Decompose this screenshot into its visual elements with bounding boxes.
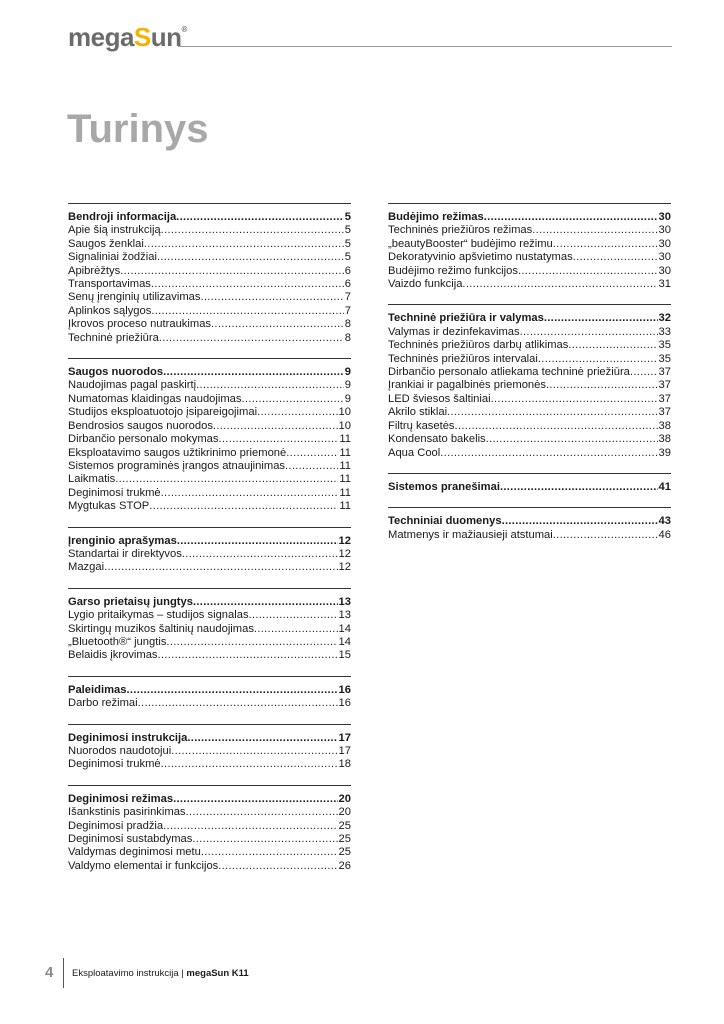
dot-leader (455, 420, 658, 433)
toc-page-number: 30 (658, 264, 671, 277)
toc-page-number: 7 (344, 304, 351, 317)
toc-page-number: 12 (338, 547, 351, 560)
toc-section (68, 203, 351, 345)
toc-entry[interactable] (68, 860, 351, 873)
toc-entry-label: Sistemos pranešimai (388, 480, 500, 493)
toc-entry-label: Budėjimo režimo funkcijos (388, 264, 518, 277)
toc-section (388, 507, 671, 542)
dot-leader (151, 305, 343, 318)
megasun-logo: megaSun® (68, 22, 187, 52)
toc-page-number: 37 (658, 366, 671, 379)
dot-leader (538, 353, 658, 366)
toc-entry[interactable] (68, 833, 351, 846)
toc-entry-label: Aqua Cool (388, 446, 441, 459)
dot-leader (151, 278, 344, 291)
toc-entry-label: Techninės priežiūros darbų atlikimas (388, 339, 569, 352)
toc-entry[interactable] (68, 332, 351, 345)
dot-leader (211, 318, 344, 331)
toc-entry-label: Apibrėžtys (68, 264, 121, 277)
toc-entry-label: Laikmatis (68, 473, 116, 486)
toc-entry[interactable] (388, 251, 671, 264)
toc-page-number: 6 (344, 278, 351, 291)
dot-leader (532, 224, 657, 237)
dot-leader (196, 379, 344, 392)
toc-section-heading[interactable] (388, 211, 671, 224)
toc-page-number: 11 (339, 500, 351, 513)
toc-entry-label: Vaizdo funkcija (388, 278, 463, 291)
dot-leader (286, 447, 338, 460)
toc-entry[interactable] (68, 846, 351, 859)
dot-leader (171, 745, 337, 758)
toc-page-number: 5 (344, 211, 351, 223)
toc-entry-label: Budėjimo režimas (388, 211, 484, 223)
toc-page-number: 43 (658, 515, 671, 528)
toc-entry-label: Eksploatavimo saugos užtikrinimo priemonė (68, 446, 287, 459)
toc-entry-label: Standartai ir direktyvos (68, 547, 182, 560)
dot-leader (249, 609, 338, 622)
toc-entry[interactable] (68, 251, 351, 264)
dot-leader (187, 732, 337, 745)
dot-leader (159, 332, 344, 345)
toc-page-number: 16 (338, 697, 351, 710)
toc-entry-label: Deginimosi instrukcija (68, 731, 188, 744)
dot-leader (161, 487, 339, 500)
toc-entry[interactable] (388, 447, 671, 460)
toc-entry-label: Techninės priežiūros intervalai (388, 352, 538, 365)
toc-entry[interactable] (68, 224, 351, 237)
dot-leader (177, 535, 338, 548)
toc-page-number: 11 (339, 459, 351, 472)
toc-entry[interactable] (68, 500, 351, 513)
toc-entry-label: Deginimosi režimas (68, 792, 174, 805)
toc-entry-label: Darbo režimai (68, 697, 138, 710)
toc-entry[interactable] (68, 745, 351, 758)
toc-page-number: 14 (338, 622, 351, 635)
toc-entry-label: Akrilo stiklai (388, 406, 448, 419)
toc-section (388, 473, 671, 494)
toc-entry-label: Įkrovos proceso nutraukimas (68, 318, 212, 331)
toc-entry[interactable] (388, 366, 671, 379)
toc-entry-label: Deginimosi pradžia (68, 819, 164, 832)
toc-page-number: 35 (658, 339, 671, 352)
dot-leader (193, 596, 338, 609)
dot-leader (491, 393, 658, 406)
toc-entry-label: Belaidis įkrovimas (68, 649, 158, 662)
toc-section-heading[interactable] (68, 793, 351, 806)
toc-page-number: 9 (344, 392, 351, 405)
toc-section-heading[interactable] (68, 684, 351, 697)
dot-leader (115, 473, 338, 486)
dot-leader (166, 636, 337, 649)
toc-entry[interactable] (388, 420, 671, 433)
toc-page-number: 11 (339, 446, 351, 459)
toc-entry[interactable] (68, 406, 351, 419)
dot-leader (568, 339, 657, 352)
toc-entry-label: LED šviesos šaltiniai (388, 392, 491, 405)
dot-leader (120, 265, 344, 278)
toc-entry[interactable] (68, 636, 351, 649)
dot-leader (213, 420, 338, 433)
toc-entry-label: „beautyBooster“ budėjimo režimu (388, 237, 553, 250)
toc-page-number: 25 (338, 833, 351, 846)
toc-page-number: 15 (338, 649, 351, 662)
toc-entry[interactable] (388, 353, 671, 366)
dot-leader (546, 379, 658, 392)
toc-entry-label: Saugos nuorodos (68, 366, 164, 379)
toc-entry[interactable] (68, 318, 351, 331)
toc-entry[interactable] (68, 806, 351, 819)
toc-entry-label: Techniniai duomenys (388, 515, 502, 528)
toc-page-number: 11 (339, 433, 351, 446)
toc-page-number: 41 (658, 480, 671, 493)
toc-entry-label: Studijos eksploatuotojo įsipareigojimai (68, 406, 258, 419)
toc-page-number: 5 (344, 224, 351, 237)
toc-entry[interactable] (68, 447, 351, 460)
footer-text: Eksploatavimo instrukcija | megaSun K11 (72, 968, 249, 979)
toc-entry-label: „Bluetooth®“ jungtis (68, 635, 167, 648)
toc-page-number: 5 (344, 237, 351, 250)
dot-leader (161, 758, 338, 771)
toc-page-number: 37 (658, 379, 671, 392)
toc-page-number: 8 (344, 318, 351, 331)
dot-leader (186, 806, 338, 819)
toc-page-number: 13 (338, 609, 351, 622)
toc-page-number: 35 (658, 352, 671, 365)
header-rule (178, 46, 672, 47)
dot-leader (544, 312, 658, 325)
page-title: Turinys (67, 107, 209, 151)
toc-entry[interactable] (388, 278, 671, 291)
toc-entry-label: Filtrų kasetės (388, 419, 455, 432)
toc-entry-label: Bendroji informacija (68, 211, 177, 223)
toc-entry[interactable] (388, 379, 671, 392)
toc-entry-label: Signaliniai žodžiai (68, 251, 157, 264)
toc-entry[interactable] (68, 548, 351, 561)
dot-leader (440, 447, 657, 460)
toc-entry[interactable] (68, 487, 351, 500)
dot-leader (486, 433, 658, 446)
toc-page-number: 8 (344, 331, 351, 344)
toc-page-number: 13 (338, 595, 351, 608)
toc-page-number: 17 (338, 731, 351, 744)
toc-page-number: 32 (658, 312, 671, 325)
toc-page-number: 16 (338, 683, 351, 696)
toc-entry-label: Įrenginio aprašymas (68, 534, 177, 547)
toc-page-number: 37 (658, 392, 671, 405)
toc-page-number: 12 (338, 534, 351, 547)
toc-entry[interactable] (68, 393, 351, 406)
toc-section-heading[interactable] (68, 732, 351, 745)
toc-section-heading[interactable] (388, 312, 671, 325)
toc-entry-label: Techninė priežiūra (68, 331, 159, 344)
toc-page-number: 39 (658, 446, 671, 459)
toc-page-number: 9 (344, 366, 351, 379)
toc-entry-label: Skirtingų muzikos šaltinių naudojimas (68, 622, 254, 635)
dot-leader (200, 291, 343, 304)
toc-section-heading[interactable] (388, 481, 671, 494)
toc-entry[interactable] (68, 379, 351, 392)
dot-leader (138, 697, 338, 710)
dot-leader (242, 393, 344, 406)
toc-page-number: 10 (338, 406, 351, 419)
toc-entry-label: Dekoratyvinio apšvietimo nustatymas (388, 251, 573, 264)
dot-leader (173, 793, 337, 806)
toc-page-number: 9 (344, 379, 351, 392)
toc-entry-label: Deginimosi trukmė (68, 758, 161, 771)
toc-page-number: 46 (658, 528, 671, 541)
toc-entry-label: Naudojimas pagal paskirtį (68, 379, 197, 392)
dot-leader (573, 251, 658, 264)
toc-entry[interactable] (68, 291, 351, 304)
toc-page-number: 20 (338, 806, 351, 819)
toc-section (68, 358, 351, 513)
toc-entry[interactable] (68, 609, 351, 622)
toc-section (68, 676, 351, 711)
dot-leader (182, 548, 338, 561)
dot-leader (520, 326, 658, 339)
dot-leader (192, 833, 337, 846)
dot-leader (126, 684, 337, 697)
toc-section-heading[interactable] (68, 211, 351, 224)
dot-leader (218, 433, 338, 446)
toc-entry[interactable] (68, 561, 351, 574)
toc-entry-label: Dirbančio personalo atliekama techninė priežiūra (388, 366, 630, 379)
toc-page-number: 20 (338, 792, 351, 805)
toc-entry[interactable] (388, 224, 671, 237)
toc-entry-label: Deginimosi sustabdymas (68, 833, 193, 846)
toc-entry[interactable] (68, 473, 351, 486)
toc-entry-label: Įrankiai ir pagalbinės priemonės (388, 379, 546, 392)
toc-page-number: 30 (658, 224, 671, 237)
toc-entry[interactable] (68, 820, 351, 833)
footer-divider (63, 958, 64, 988)
toc-page-number: 26 (338, 859, 351, 872)
toc-page-number: 7 (344, 291, 351, 304)
dot-leader (218, 860, 337, 873)
toc-entry[interactable] (68, 265, 351, 278)
toc-entry[interactable] (68, 278, 351, 291)
toc-entry-label: Lygio pritaikymas – studijos signalas (68, 609, 249, 622)
toc-entry-label: Bendrosios saugos nuorodos (68, 419, 213, 432)
toc-entry-label: Nuorodos naudotojui (68, 745, 172, 757)
dot-leader (462, 278, 657, 291)
toc-page-number: 17 (338, 745, 351, 757)
toc-entry[interactable] (68, 649, 351, 662)
toc-section (68, 527, 351, 575)
toc-section-heading[interactable] (388, 515, 671, 528)
toc-entry-label: Saugos ženklai (68, 237, 144, 250)
toc-entry[interactable] (68, 238, 351, 251)
toc-page-number: 25 (338, 819, 351, 832)
toc-entry[interactable] (68, 305, 351, 318)
toc-page-number: 30 (658, 237, 671, 250)
toc-entry-label: Dirbančio personalo mokymas (68, 433, 219, 446)
toc-entry-label: Senų įrenginių utilizavimas (68, 291, 201, 304)
toc-entry[interactable] (388, 529, 671, 542)
toc-page-number: 30 (658, 251, 671, 264)
toc-section-heading[interactable] (68, 535, 351, 548)
toc-page-number: 18 (338, 758, 351, 771)
toc-page-number: 11 (339, 473, 351, 486)
toc-entry[interactable] (388, 406, 671, 419)
toc-page-number: 11 (339, 486, 351, 499)
toc-entry-label: Valdymo elementai ir funkcijos (68, 859, 219, 872)
dot-leader (484, 211, 658, 224)
dot-leader (447, 406, 657, 419)
dot-leader (630, 366, 658, 379)
dot-leader (157, 251, 344, 264)
toc-entry[interactable] (68, 460, 351, 473)
toc-entry-label: Valdymas deginimosi metu (68, 846, 201, 859)
toc-entry-label: Garso prietaisų jungtys (68, 595, 193, 608)
toc-entry-label: Mazgai (68, 561, 105, 574)
toc-section (388, 203, 671, 291)
toc-page-number: 38 (658, 419, 671, 432)
page-number: 4 (45, 964, 54, 981)
toc-section-heading[interactable] (68, 596, 351, 609)
dot-leader (553, 529, 658, 542)
toc-section (68, 724, 351, 772)
toc-page-number: 12 (338, 561, 351, 574)
toc-entry[interactable] (388, 339, 671, 352)
dot-leader (254, 623, 338, 636)
toc-entry-label: Techninės priežiūros režimas (388, 224, 533, 237)
dot-leader (257, 406, 337, 419)
dot-leader (285, 460, 338, 473)
toc-entry-label: Numatomas klaidingas naudojimas (68, 392, 242, 405)
toc-page-number: 31 (658, 278, 671, 291)
toc-entry-label: Kondensato bakelis (388, 433, 486, 446)
toc-page-number: 25 (338, 846, 351, 859)
dot-leader (163, 820, 337, 833)
dot-leader (500, 481, 658, 494)
toc-entry-label: Sistemos programinės įrangos atnaujinimas (68, 459, 286, 472)
dot-leader (163, 366, 344, 379)
toc-page-number: 14 (338, 635, 351, 648)
toc-entry-label: Aplinkos sąlygos (68, 304, 152, 317)
dot-leader (502, 515, 658, 528)
toc-section (68, 588, 351, 663)
toc-entry-label: Mygtukas STOP (68, 500, 150, 513)
toc-entry-label: Valymas ir dezinfekavimas (388, 325, 520, 338)
dot-leader (144, 238, 344, 251)
toc-entry[interactable] (388, 238, 671, 251)
dot-leader (161, 224, 344, 237)
toc-entry[interactable] (68, 433, 351, 446)
toc-page-number: 5 (344, 251, 351, 264)
dot-leader (104, 561, 337, 574)
toc-page-number: 37 (658, 406, 671, 419)
toc-entry-label: Išankstinis pasirinkimas (68, 806, 186, 819)
toc-page-number: 33 (658, 325, 671, 338)
toc-column-left (68, 203, 351, 886)
toc-entry-label: Apie šią instrukciją (68, 224, 161, 237)
toc-entry[interactable] (68, 758, 351, 771)
toc-entry-label: Transportavimas (68, 278, 151, 291)
toc-entry[interactable] (388, 433, 671, 446)
dot-leader (201, 846, 338, 859)
toc-page-number: 38 (658, 433, 671, 446)
toc-entry-label: Techninė priežiūra ir valymas (388, 312, 544, 325)
toc-page-number: 30 (658, 211, 671, 223)
toc-page-number: 10 (338, 419, 351, 432)
dot-leader (553, 238, 658, 251)
toc-section (68, 785, 351, 873)
toc-entry-label: Deginimosi trukmė (68, 486, 161, 499)
dot-leader (149, 500, 338, 513)
dot-leader (518, 265, 658, 278)
toc-page-number: 6 (344, 264, 351, 277)
toc-entry[interactable] (68, 623, 351, 636)
toc-entry-label: Matmenys ir mažiausieji atstumai (388, 528, 553, 541)
toc-entry[interactable] (388, 326, 671, 339)
dot-leader (158, 649, 338, 662)
toc-entry[interactable] (68, 420, 351, 433)
toc-section (388, 304, 671, 459)
dot-leader (176, 211, 344, 224)
toc-entry-label: Paleidimas (68, 683, 127, 696)
toc-entry[interactable] (388, 393, 671, 406)
toc-section-heading[interactable] (68, 366, 351, 379)
toc-column-right (388, 203, 671, 555)
toc-entry[interactable] (388, 265, 671, 278)
toc-entry[interactable] (68, 697, 351, 710)
